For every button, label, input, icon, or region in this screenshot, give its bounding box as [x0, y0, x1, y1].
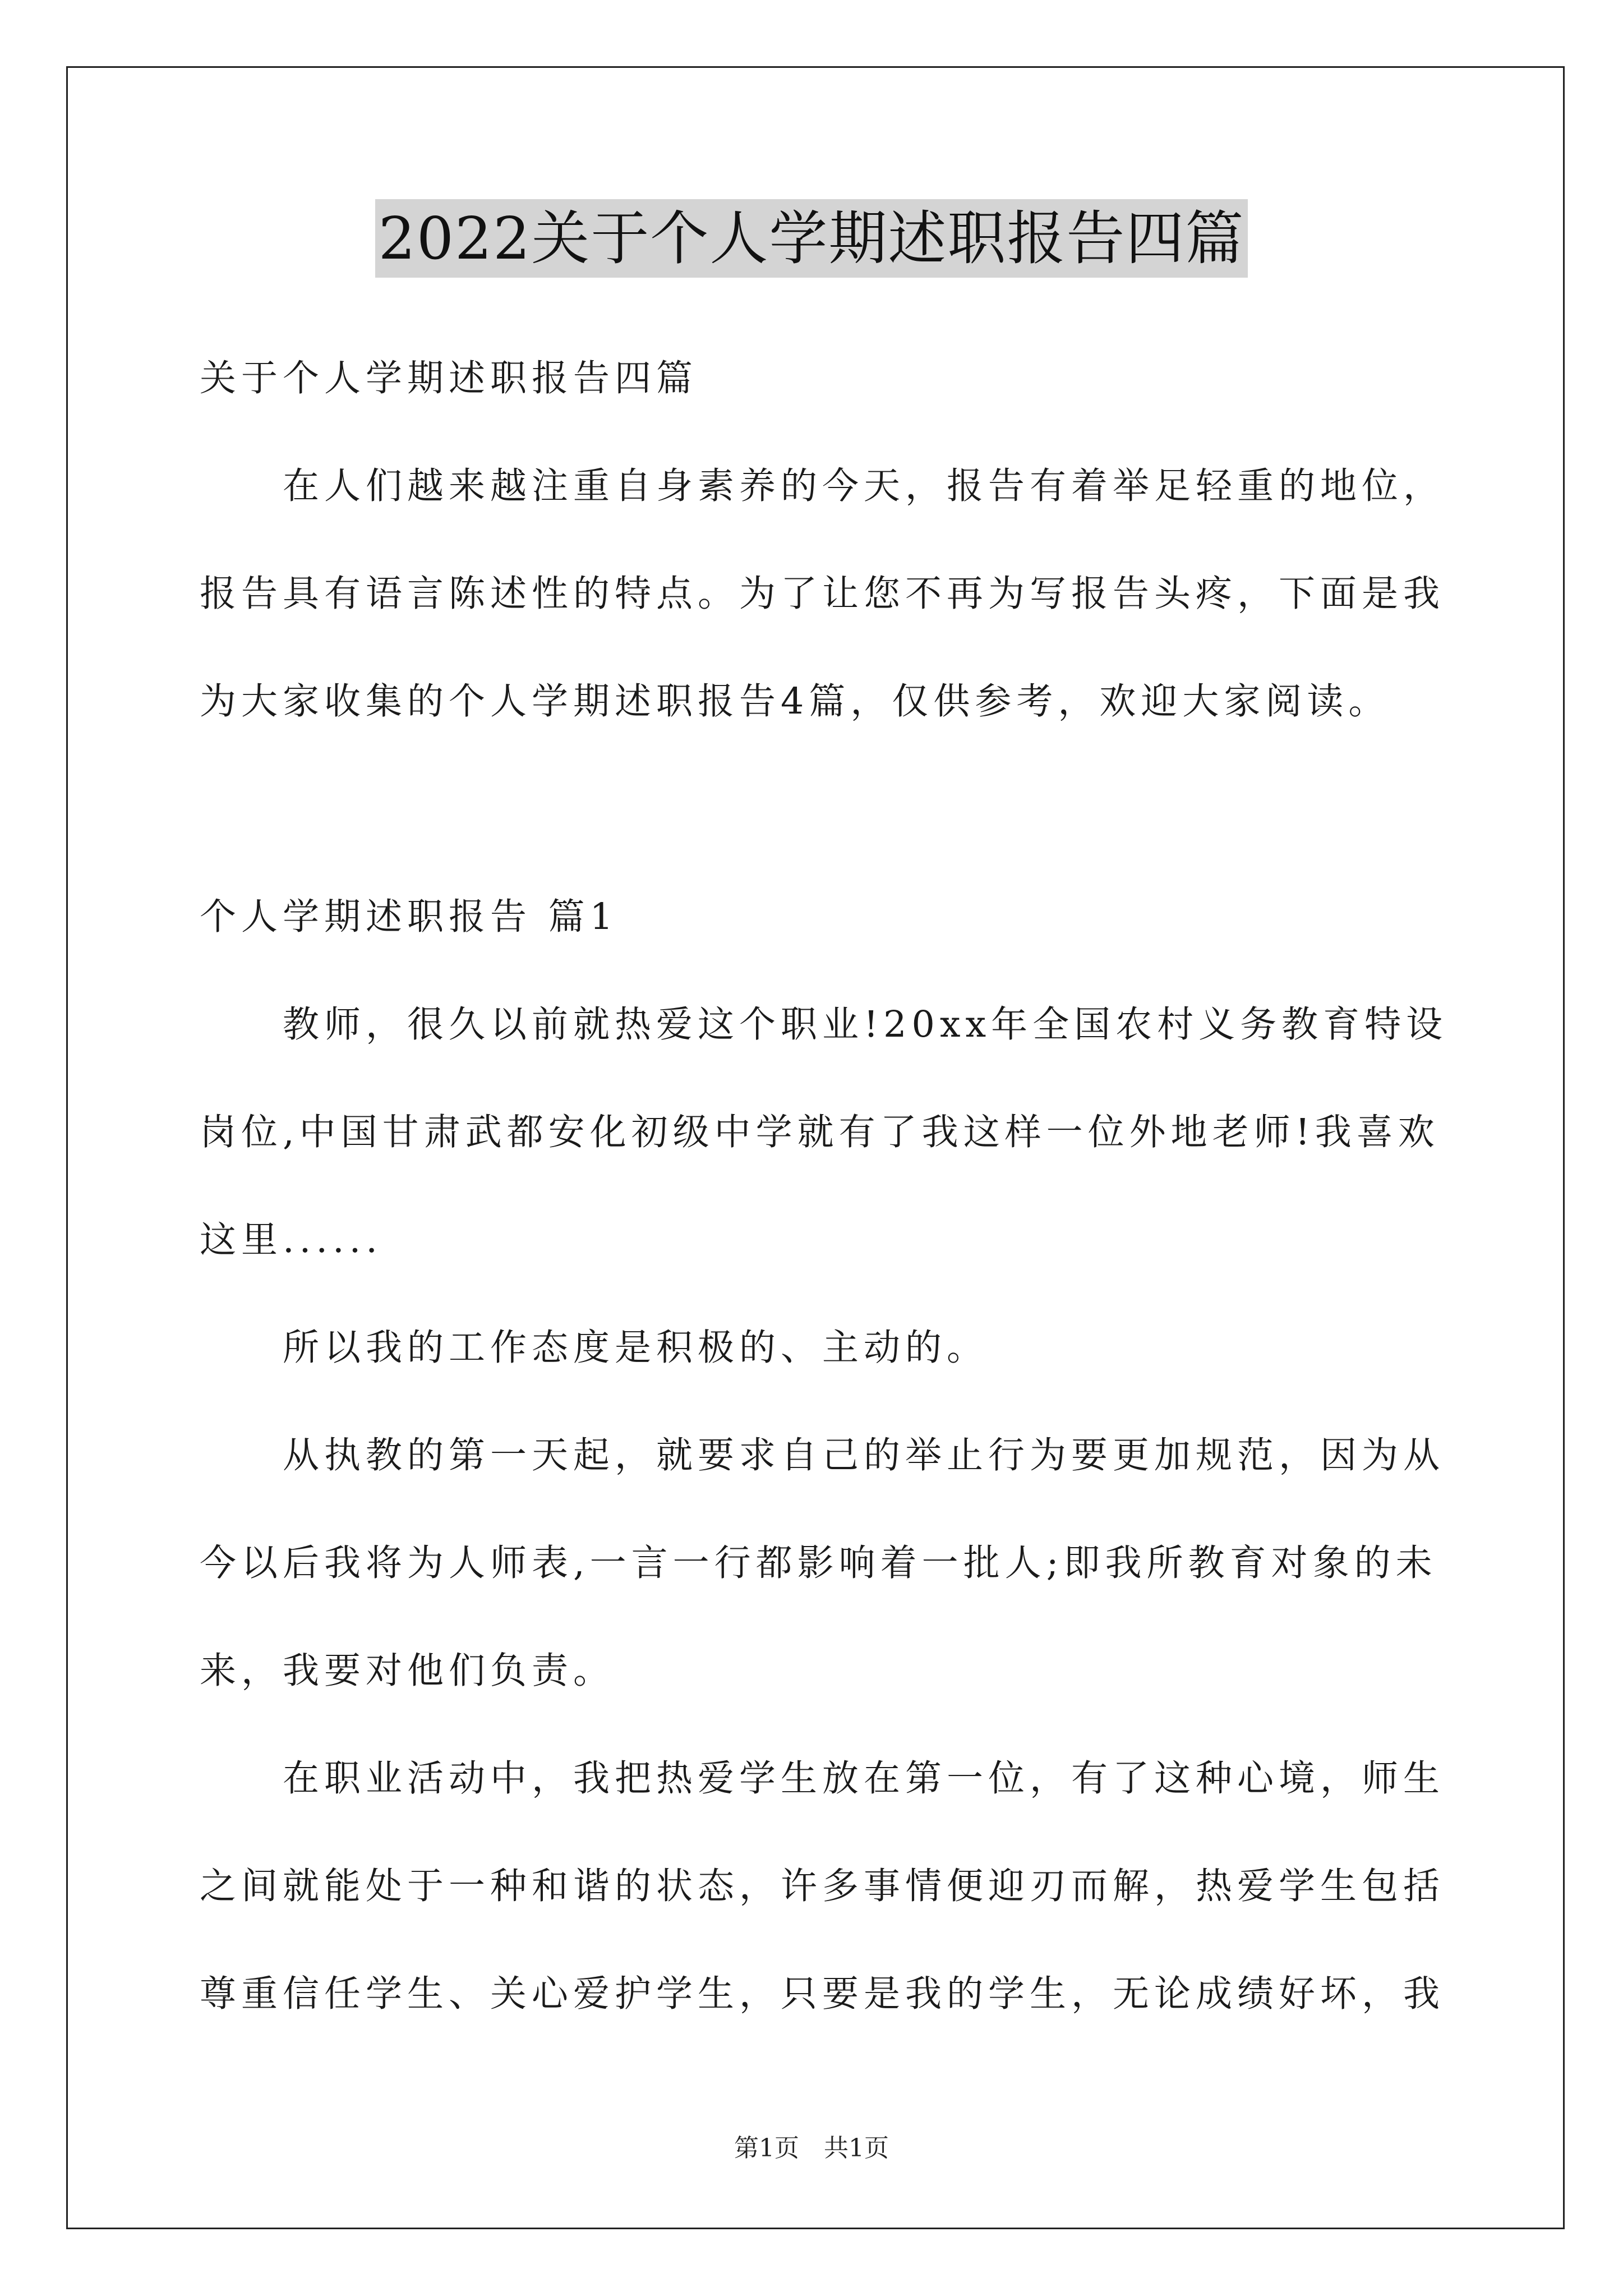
page-total: 共1页: [824, 2134, 889, 2162]
paragraph-line: 来，我要对他们负责。: [200, 1650, 615, 1692]
page-number: 第1页: [734, 2134, 799, 2162]
paragraph-line: 今以后我将为人师表,一言一行都影响着一批人;即我所教育对象的未: [200, 1542, 1437, 1584]
title-block: [0, 199, 1623, 278]
paragraph-line: 教师，很久以前就热爱这个职业!20xx年全国农村义务教育特设: [283, 1004, 1448, 1046]
paragraph-line: 所以我的工作态度是积极的、主动的。: [283, 1327, 989, 1369]
document-title: 2022关于个人学期述职报告四篇: [375, 199, 1248, 278]
subtitle: 关于个人学期述职报告四篇: [200, 357, 698, 399]
paragraph-line: 在职业活动中，我把热爱学生放在第一位，有了这种心境，师生: [283, 1757, 1445, 1800]
paragraph-line: 岗位,中国甘肃武都安化初级中学就有了我这样一位外地老师!我喜欢: [200, 1111, 1440, 1153]
paragraph-line: 在人们越来越注重自身素养的今天，报告有着举足轻重的地位，: [283, 465, 1445, 507]
paragraph-line: 这里......: [200, 1219, 382, 1261]
page-footer: [0, 2132, 1623, 2165]
paragraph-line: 尊重信任学生、关心爱护学生，只要是我的学生，无论成绩好坏，我: [200, 1973, 1445, 2015]
paragraph-line: 从执教的第一天起，就要求自己的举止行为要更加规范，因为从: [283, 1434, 1445, 1476]
paragraph-line: 为大家收集的个人学期述职报告4篇，仅供参考，欢迎大家阅读。: [200, 680, 1390, 723]
paragraph-line: 报告具有语言陈述性的特点。为了让您不再为写报告头疼，下面是我: [200, 573, 1445, 615]
paragraph-line: 之间就能处于一种和谐的状态，许多事情便迎刃而解，热爱学生包括: [200, 1865, 1445, 1907]
section-heading: 个人学期述职报告 篇1: [200, 896, 619, 938]
